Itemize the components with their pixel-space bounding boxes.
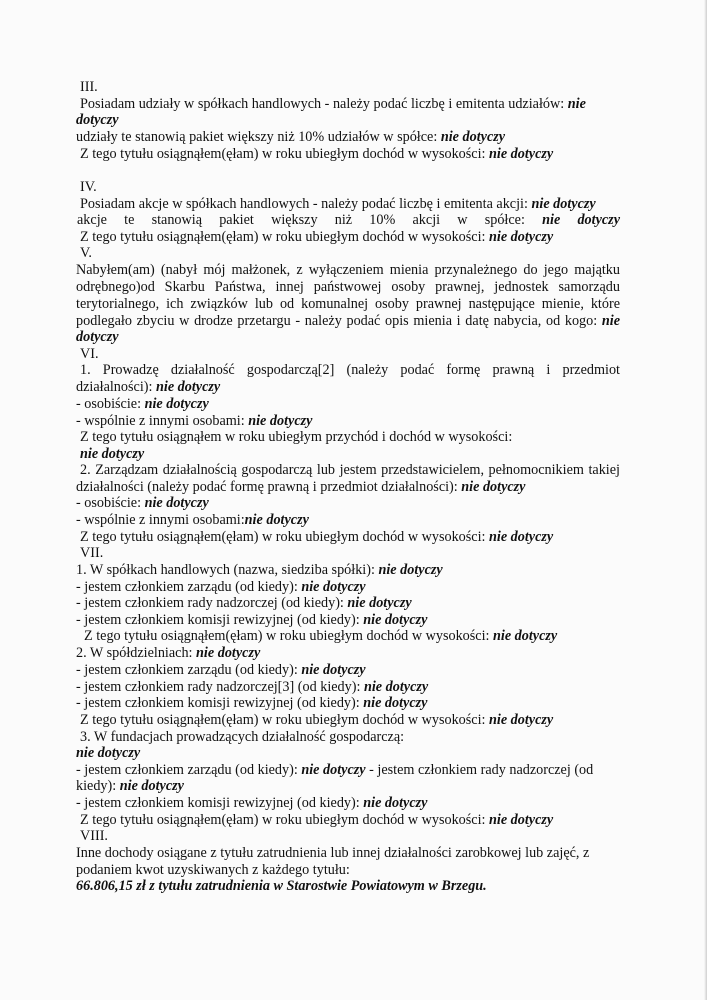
text-line: Nabyłem(am) (nabył mój małżonek, z wyłączeniem mienia przynależnego do jego majątku	[76, 262, 620, 278]
text-line: Z tego tytułu osiągnąłem(ęłam) w roku ubiegłym dochód w wysokości: nie dotyczy	[80, 812, 554, 828]
text-line: Z tego tytułu osiągnąłem(ęłam) w roku ubiegłym dochód w wysokości: nie dotyczy	[80, 146, 554, 162]
text-line: odrębnego)od Skarbu Państwa, innej państwowej osoby prawnej, jednostek samorządu	[76, 279, 620, 295]
answer-value: nie dotyczy	[347, 595, 412, 611]
answer-value: nie dotyczy	[363, 795, 428, 811]
text-line: - wspólnie z innymi osobami: nie dotyczy	[76, 413, 313, 429]
text-line: terytorialnego, ich związków lub od komunalnej osoby prawnej następujące mienie, które	[76, 296, 620, 312]
answer-value: nie dotyczy	[144, 396, 209, 412]
answer-value: nie dotyczy	[489, 812, 554, 828]
text-line: kiedy): nie dotyczy	[76, 778, 184, 794]
answer-value: 66.806,15 zł z tytułu zatrudnienia w Starostwie Powiatowym w Brzegu.	[76, 878, 487, 894]
answer-value: nie dotyczy	[363, 612, 428, 628]
text-line: Z tego tytułu osiągnąłem w roku ubiegłym przychód i dochód w wysokości:	[80, 429, 513, 445]
section-heading: VI.	[80, 346, 99, 362]
text-line: - jestem członkiem komisji rewizyjnej (od kiedy): nie dotyczy	[76, 795, 428, 811]
answer-value: nie dotyczy	[440, 129, 506, 145]
answer-value: nie dotyczy	[489, 229, 554, 245]
text-line: Z tego tytułu osiągnąłem(ęłam) w roku ubiegłym dochód w wysokości: nie dotyczy	[80, 529, 554, 545]
text-line: akcje te stanowią pakiet większy niż 10% akcji w spółce: nie dotyczy	[77, 212, 620, 228]
text-line: 2. W spółdzielniach: nie dotyczy	[76, 645, 261, 661]
text-line: Z tego tytułu osiągnąłem(ęłam) w roku ubiegłym dochód w wysokości: nie dotyczy	[84, 628, 558, 644]
text-line: Inne dochody osiągane z tytułu zatrudnienia lub innej działalności zarobkowej lub zajęć, z	[76, 845, 590, 861]
answer-value: nie dotyczy	[196, 645, 261, 661]
answer-value: nie dotyczy	[119, 778, 184, 794]
answer-value: nie dotyczy	[301, 662, 366, 678]
text-line: działalności): nie dotyczy	[76, 379, 221, 395]
text-line: - jestem członkiem rady nadzorczej[3] (od kiedy): nie dotyczy	[76, 679, 429, 695]
section-heading: V.	[80, 245, 92, 261]
text-line: - jestem członkiem komisji rewizyjnej (od kiedy): nie dotyczy	[76, 695, 428, 711]
answer-value: nie dotyczy	[244, 512, 309, 528]
answer-value: nie dotyczy	[301, 579, 366, 595]
answer-value: nie dotyczy	[363, 679, 429, 695]
answer-value: nie dotyczy	[531, 196, 596, 212]
answer-value: nie dotyczy	[378, 562, 443, 578]
text-line: podlegało zbyciu w drodze przetargu - należy podać opis mienia i datę nabycia, od kogo: nie	[76, 313, 621, 329]
text-line: - jestem członkiem zarządu (od kiedy): nie dotyczy - jestem członkiem rady nadzorczej (od	[76, 762, 594, 778]
section-heading: IV.	[80, 179, 97, 195]
answer-value: nie dotyczy	[76, 745, 141, 761]
answer-value: nie dotyczy	[363, 695, 428, 711]
text-line: Posiadam akcje w spółkach handlowych - należy podać liczbę i emitenta akcji: nie dotyczy	[80, 196, 596, 212]
answer-value: nie dotyczy	[489, 529, 554, 545]
text-line: 3. W fundacjach prowadzących działalność gospodarczą:	[80, 729, 405, 745]
answer-value: nie dotyczy	[489, 146, 554, 162]
answer-value: nie dotyczy	[248, 413, 313, 429]
answer-value: nie dotyczy	[301, 762, 366, 778]
answer-value: nie dotyczy	[80, 446, 145, 462]
text-line: - jestem członkiem komisji rewizyjnej (od kiedy): nie dotyczy	[76, 612, 428, 628]
text-line: działalności (należy podać formę prawną i przedmiot działalności): nie dotyczy	[76, 479, 526, 495]
answer-value: nie dotyczy	[155, 379, 221, 395]
section-heading: III.	[80, 79, 98, 95]
text-line: - osobiście: nie dotyczy	[76, 396, 209, 412]
text-line: - jestem członkiem rady nadzorczej (od kiedy): nie dotyczy	[76, 595, 412, 611]
answer-value: nie dotyczy	[542, 212, 620, 228]
answer-value: nie dotyczy	[144, 495, 209, 511]
text-line: - jestem członkiem zarządu (od kiedy): nie dotyczy	[76, 579, 366, 595]
text-line: Posiadam udziały w spółkach handlowych - należy podać liczbę i emitenta udziałów: nie	[80, 96, 586, 112]
text-line: - wspólnie z innymi osobami:nie dotyczy	[76, 512, 309, 528]
answer-value: nie	[567, 96, 586, 112]
answer-value: nie dotyczy	[489, 712, 554, 728]
text-line: 2. Zarządzam działalnością gospodarczą lub jestem przedstawicielem, pełnomocnikiem takiej	[80, 462, 620, 478]
section-heading: VII.	[80, 545, 104, 561]
text-line: udziały te stanowią pakiet większy niż 10% udziałów w spółce: nie dotyczy	[76, 129, 506, 145]
text-line: 1. W spółkach handlowych (nazwa, siedziba spółki): nie dotyczy	[76, 562, 443, 578]
answer-value: nie dotyczy	[461, 479, 526, 495]
text-line: Z tego tytułu osiągnąłem(ęłam) w roku ubiegłym dochód w wysokości: nie dotyczy	[80, 229, 554, 245]
answer-value: nie	[601, 313, 621, 329]
text-line: podaniem kwot uzyskiwanych z każdego tytułu:	[76, 862, 350, 878]
section-heading: VIII.	[80, 828, 108, 844]
answer-value: dotyczy	[76, 112, 119, 128]
text-line: Z tego tytułu osiągnąłem(ęłam) w roku ubiegłym dochód w wysokości: nie dotyczy	[80, 712, 554, 728]
answer-value: dotyczy	[76, 329, 119, 345]
answer-value: nie dotyczy	[493, 628, 558, 644]
text-line: - jestem członkiem zarządu (od kiedy): nie dotyczy	[76, 662, 366, 678]
text-line: - osobiście: nie dotyczy	[76, 495, 209, 511]
text-line: 1. Prowadzę działalność gospodarczą[2] (należy podać formę prawną i przedmiot	[80, 362, 620, 378]
